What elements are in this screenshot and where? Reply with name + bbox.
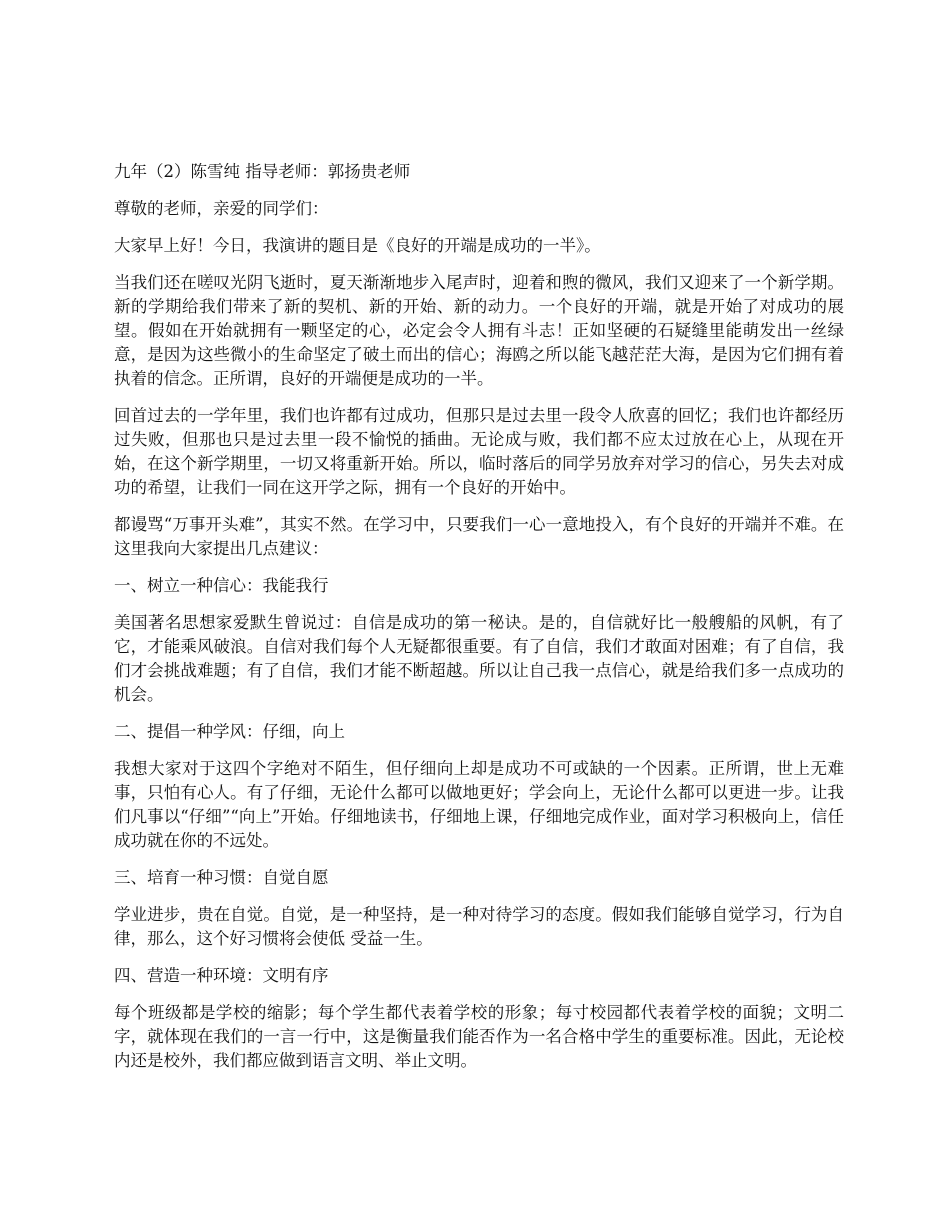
section-heading-4: 四、营造一种环境：文明有序 [114, 966, 329, 985]
speech-body [114, 160, 844, 1086]
salutation: 尊敬的老师，亲爱的同学们： [114, 199, 329, 218]
body-paragraph-2: 回首过去的一学年里，我们也许都有过成功，但那只是过去里一段令人欣喜的回忆；我们也许都经历过失败，但那也只是过去里一段不愉悦的插曲。无论成与败，我们都不应太过放在心上，从现在开始，在这个新学期里，一切又将重新开始。所以，临时落后的同学另放弃对学习的信心，另失去对成功的希望，让我们一同在这开学之际，拥有一个良好的开始中。 [114, 406, 844, 497]
body-paragraph-3: 都谩骂“万事开头难”，其实不然。在学习中，只要我们一心一意地投入，有个良好的开端并不难。在这里我向大家提出几点建议： [114, 515, 844, 558]
section-heading-1: 一、树立一种信心：我能我行 [114, 576, 329, 595]
body-paragraph-1: 当我们还在嗟叹光阴飞逝时，夏天渐渐地步入尾声时，迎着和煦的微风，我们又迎来了一个新学期。新的学期给我们带来了新的契机、新的开始、新的动力。一个良好的开端，就是开始了对成功的展望。假如在开始就拥有一颗坚定的心，必定会令人拥有斗志！正如坚硬的石疑缝里能萌发出一丝绿意，是因为这些微小的生命坚定了破土而出的信心；海鸥之所以能飞越茫茫大海，是因为它们拥有着执着的信念。正所谓，良好的开端便是成功的一半。 [114, 273, 844, 388]
body-paragraph-6: 学业进步，贵在自觉。自觉，是一种坚持，是一种对待学习的态度。假如我们能够自觉学习，行为自律，那么，这个好习惯将会使低 受益一生。 [114, 905, 844, 948]
body-paragraph-5: 我想大家对于这四个字绝对不陌生，但仔细向上却是成功不可或缺的一个因素。正所谓，世上无难事，只怕有心人。有了仔细，无论什么都可以做地更好；学会向上，无论什么都可以更进一步。让我们凡事以“仔细”“向上”开始。仔细地读书，仔细地上课，仔细地完成作业，面对学习积极向上，信任成功就在你的不远处。 [114, 759, 844, 850]
body-paragraph-4: 美国著名思想家爱默生曾说过：自信是成功的第一秘诀。是的，自信就好比一般艘船的风帆，有了它，才能乘风破浪。自信对我们每个人无疑都很重要。有了自信，我们才敢面对困难；有了自信，我们才会挑战难题；有了自信，我们才能不断超越。所以让自己我一点信心，就是给我们多一点成功的机会。 [114, 613, 844, 704]
byline: 九年（2）陈雪纯 指导老师：郭扬贵老师 [114, 162, 411, 181]
body-paragraph-7: 每个班级都是学校的缩影；每个学生都代表着学校的形象；每寸校园都代表着学校的面貌；文明二字，就体现在我们的一言一行中，这是衡量我们能否作为一名合格中学生的重要标准。因此，无论校内还是校外，我们都应做到语言文明、举止文明。 [114, 1003, 844, 1070]
section-heading-3: 三、培育一种习惯：自觉自愿 [114, 868, 329, 887]
greeting-paragraph: 大家早上好！今日，我演讲的题目是《良好的开端是成功的一半》。 [114, 236, 601, 255]
section-heading-2: 二、提倡一种学风：仔细，向上 [114, 722, 345, 741]
